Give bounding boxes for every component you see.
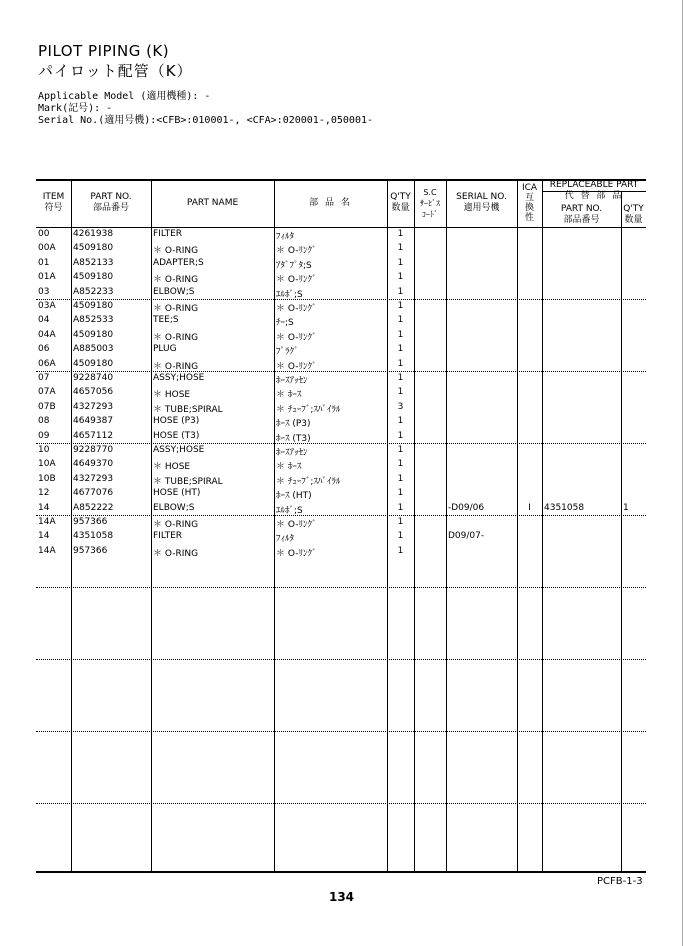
header-serial-jp: 適用号機 — [463, 203, 500, 213]
page-title-jp: パイロット配管（K） — [38, 62, 193, 80]
header-sc-en: S.C — [423, 187, 437, 197]
cell-jp-name: ｴﾙﾎﾞ;S — [276, 289, 303, 300]
cell-part-no: A852533 — [73, 315, 114, 326]
cell-part-no: 4351058 — [73, 531, 114, 542]
col-line — [446, 179, 447, 872]
header-item — [36, 179, 71, 227]
cell-jp-name: ＊ O-ﾘﾝｸﾞ — [276, 332, 317, 343]
cell-item: 01A — [38, 272, 56, 283]
cell-jp-name: ｴﾙﾎﾞ;S — [276, 505, 303, 516]
cell-part-no: 957366 — [73, 517, 108, 527]
header-ica-en: ICA — [521, 183, 538, 193]
cell-item: 00 — [38, 229, 50, 239]
cell-part-name: ＊ HOSE — [153, 462, 191, 473]
cell-part-no: 4677076 — [73, 488, 114, 499]
cell-item: 01 — [38, 257, 50, 268]
cell-part-no: 4509180 — [73, 301, 114, 311]
cell-qty: 1 — [397, 430, 404, 441]
cell-jp-name: ＊ O-ﾘﾝｸﾞ — [276, 246, 317, 257]
cell-part-no: 957366 — [73, 545, 108, 556]
header-ica-jp2: 換 — [524, 203, 534, 213]
cell-part-no: 4327293 — [73, 401, 114, 412]
header-rep-qty-en: Q'TY — [623, 204, 644, 214]
cell-jp-name: ＊ O-ﾘﾝｸﾞ — [276, 520, 317, 530]
cell-qty: 1 — [397, 315, 404, 326]
cell-item: 14 — [38, 502, 50, 513]
page-number: 134 — [328, 890, 355, 904]
header-qty — [387, 179, 414, 227]
cell-part-no: 4657056 — [73, 387, 114, 398]
header-serial-en: SERIAL NO. — [456, 192, 507, 202]
col-line — [542, 179, 543, 872]
cell-rep-qty: 1 — [623, 502, 629, 513]
cell-part-name: ELBOW;S — [153, 286, 195, 297]
cell-part-name: ＊ O-RING — [153, 275, 199, 286]
cell-qty: 1 — [397, 488, 404, 499]
cell-part-no: 4509180 — [73, 329, 114, 340]
cell-item: 07A — [38, 387, 56, 398]
serial-no: Serial No.(適用号機):<CFB>:010001-, <CFA>:020001-,050001- — [38, 115, 374, 126]
cell-part-name: FILTER — [153, 531, 183, 542]
cell-part-no: 9228740 — [73, 373, 114, 383]
cell-item: 06A — [38, 358, 56, 369]
cell-qty: 1 — [397, 502, 404, 513]
header-part-name — [151, 179, 274, 227]
cell-qty: 1 — [397, 344, 404, 355]
cell-part-name: ＊ O-RING — [153, 361, 199, 372]
doc-code: PCFB-1-3 — [597, 876, 643, 887]
cell-jp-name: ＊ O-ﾘﾝｸﾞ — [276, 548, 317, 559]
col-line — [517, 179, 518, 872]
cell-part-name: ELBOW;S — [153, 502, 195, 513]
cell-part-no: A852133 — [73, 257, 114, 268]
cell-jp-name: ＊ ﾎｰｽ — [276, 390, 302, 401]
cell-part-name: ASSY;HOSE — [153, 445, 205, 455]
cell-item: 09 — [38, 430, 50, 441]
header-sc — [414, 179, 446, 227]
page-title: PILOT PIPING (K) — [38, 42, 170, 60]
cell-jp-name: ﾎｰｽ (T3) — [276, 433, 311, 444]
cell-part-no: A852233 — [73, 286, 114, 297]
header-replaceable-en: REPLACEABLE PART — [549, 179, 639, 190]
cell-item: 07B — [38, 401, 56, 412]
cell-jp-name: ｱﾀﾞﾌﾟﾀ;S — [276, 260, 312, 271]
cell-qty: 1 — [397, 243, 404, 254]
cell-item: 08 — [38, 416, 50, 427]
header-sc-jp1: ｻｰﾋﾞｽ — [420, 198, 440, 208]
cell-item: 00A — [38, 243, 56, 254]
cell-qty: 1 — [397, 286, 404, 297]
header-ica — [517, 179, 542, 227]
cell-jp-name: ＊ O-ﾘﾝｸﾞ — [276, 275, 317, 286]
cell-part-no: 4509180 — [73, 243, 114, 254]
col-line — [71, 179, 72, 872]
cell-qty: 1 — [397, 329, 404, 340]
cell-part-name: ASSY;HOSE — [153, 373, 205, 383]
cell-qty: 3 — [397, 401, 404, 412]
cell-jp-name: ﾎｰｽｱｯｾﾝ — [276, 376, 308, 386]
cell-jp-name: ﾎｰｽ (P3) — [276, 419, 311, 430]
cell-item: 14A — [38, 517, 56, 527]
cell-jp-name: ＊ ﾁｭｰﾌﾞ;ｽﾊﾟｲﾗﾙ — [276, 476, 341, 487]
cell-part-name: HOSE (P3) — [153, 416, 200, 427]
cell-jp-name: ﾌｨﾙﾀ — [276, 534, 295, 545]
header-rep-part-no — [542, 203, 621, 227]
cell-item: 12 — [38, 488, 50, 499]
header-part-no-jp: 部品番号 — [92, 203, 129, 213]
cell-jp-name: ﾎｰｽｱｯｾﾝ — [276, 448, 308, 458]
col-line — [274, 179, 275, 872]
cell-qty: 1 — [397, 229, 404, 239]
header-sc-jp2: ｺｰﾄﾞ — [422, 209, 438, 219]
cell-qty: 1 — [397, 416, 404, 427]
cell-jp-name: ＊ ﾁｭｰﾌﾞ;ｽﾊﾟｲﾗﾙ — [276, 404, 341, 415]
mark: Mark(記号): - — [38, 103, 113, 114]
table-bottom-rule — [36, 871, 646, 873]
cell-part-name: ＊ TUBE;SPIRAL — [153, 404, 223, 415]
cell-part-no: 4327293 — [73, 473, 114, 484]
cell-jp-name: ＊ O-ﾘﾝｸﾞ — [276, 361, 317, 372]
cell-jp-name: ＊ O-ﾘﾝｸﾞ — [276, 304, 317, 314]
cell-qty: 1 — [397, 387, 404, 398]
header-replaceable-jp — [542, 190, 646, 202]
cell-part-name: ＊ O-RING — [153, 548, 199, 559]
group-separator — [36, 371, 646, 372]
cell-part-name: ＊ TUBE;SPIRAL — [153, 476, 223, 487]
cell-item: 10 — [38, 445, 50, 455]
group-separator — [36, 515, 646, 516]
header-item-jp: 符号 — [44, 203, 63, 213]
cell-item: 04 — [38, 315, 50, 326]
cell-jp-name: ＊ ﾎｰｽ — [276, 462, 302, 473]
col-line — [621, 191, 622, 872]
header-bottom-rule — [36, 227, 646, 228]
group-separator — [36, 731, 646, 732]
cell-part-no: 4649387 — [73, 416, 114, 427]
header-qty-en: Q'TY — [390, 192, 411, 202]
cell-part-name: HOSE (HT) — [153, 488, 201, 499]
cell-ica: I — [528, 502, 531, 513]
cell-jp-name: ﾌﾟﾗｸﾞ — [276, 347, 299, 358]
cell-part-no: A885003 — [73, 344, 114, 355]
applicable-model: Applicable Model (適用機種): - — [38, 91, 211, 102]
cell-part-no: A852222 — [73, 502, 114, 513]
header-jp-name-text: 部 品 名 — [309, 197, 352, 208]
header-ica-jp1: 互 — [524, 193, 534, 203]
header-part-name-en: PART NAME — [186, 197, 239, 208]
cell-part-name: PLUG — [153, 344, 177, 355]
cell-part-no: 4509180 — [73, 358, 114, 369]
cell-item: 14A — [38, 545, 56, 556]
cell-part-no: 4509180 — [73, 272, 114, 283]
cell-serial: -D09/06 — [448, 502, 485, 513]
cell-qty: 1 — [397, 545, 404, 556]
group-separator — [36, 587, 646, 588]
cell-qty: 1 — [397, 473, 404, 484]
cell-part-name: HOSE (T3) — [153, 430, 200, 441]
group-separator — [36, 299, 646, 300]
cell-qty: 1 — [397, 358, 404, 369]
header-part-no — [71, 179, 151, 227]
col-line — [151, 179, 152, 872]
header-qty-jp: 数量 — [391, 203, 410, 213]
header-jp-name — [274, 179, 387, 227]
header-item-en: ITEM — [42, 192, 65, 202]
header-replaceable-jp-text: 代 替 部 品 — [564, 190, 624, 201]
group-separator — [36, 803, 646, 804]
header-rep-qty — [621, 203, 646, 227]
cell-qty: 1 — [397, 531, 404, 542]
cell-item: 10A — [38, 459, 56, 470]
cell-qty: 1 — [397, 373, 404, 383]
cell-part-name: ＊ HOSE — [153, 390, 191, 401]
cell-qty: 1 — [397, 257, 404, 268]
cell-qty: 1 — [397, 459, 404, 470]
group-separator — [36, 443, 646, 444]
group-separator — [36, 659, 646, 660]
cell-item: 06 — [38, 344, 50, 355]
cell-jp-name: ﾁｰ;S — [276, 318, 294, 329]
cell-rep-part-no: 4351058 — [544, 502, 585, 513]
cell-part-name: ADAPTER;S — [153, 257, 204, 268]
cell-qty: 1 — [397, 445, 404, 455]
cell-qty: 1 — [397, 272, 404, 283]
header-ica-jp3: 性 — [524, 213, 534, 223]
cell-jp-name: ﾎｰｽ (HT) — [276, 491, 312, 502]
cell-part-name: ＊ O-RING — [153, 304, 199, 314]
cell-item: 14 — [38, 531, 50, 542]
cell-item: 03 — [38, 286, 50, 297]
cell-item: 03A — [38, 301, 56, 311]
cell-part-no: 4649370 — [73, 459, 114, 470]
col-line — [414, 179, 415, 872]
header-rep-part-no-jp: 部品番号 — [563, 215, 600, 225]
cell-part-no: 4657112 — [73, 430, 114, 441]
cell-qty: 1 — [397, 517, 404, 527]
cell-qty: 1 — [397, 301, 404, 311]
cell-part-no: 9228770 — [73, 445, 114, 455]
header-rep-part-no-en: PART NO. — [560, 204, 603, 214]
cell-part-name: FILTER — [153, 229, 183, 239]
cell-part-name: ＊ O-RING — [153, 246, 199, 257]
cell-item: 10B — [38, 473, 56, 484]
cell-item: 07 — [38, 373, 50, 383]
cell-part-no: 4261938 — [73, 229, 114, 239]
cell-part-name: ＊ O-RING — [153, 332, 199, 343]
cell-part-name: ＊ O-RING — [153, 520, 199, 530]
cell-item: 04A — [38, 329, 56, 340]
cell-serial: D09/07- — [448, 531, 485, 542]
cell-jp-name: ﾌｨﾙﾀ — [276, 232, 295, 242]
header-part-no-en: PART NO. — [90, 192, 132, 202]
header-rep-qty-jp: 数量 — [624, 215, 643, 225]
cell-part-name: TEE;S — [153, 315, 179, 326]
header-serial — [446, 179, 517, 227]
